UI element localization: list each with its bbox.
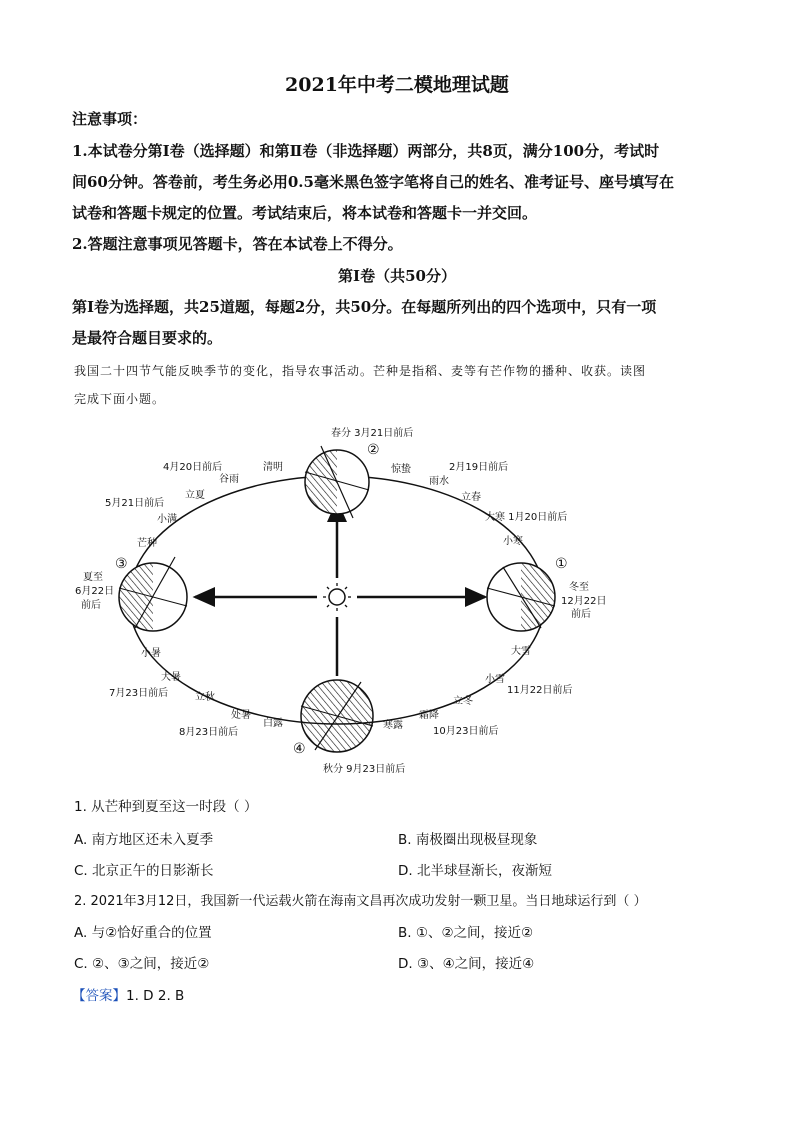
earth-1-number: ① bbox=[555, 556, 568, 572]
term-dahan: 大寒 1月20日前后 bbox=[485, 512, 568, 523]
page-title: 2021年中考二模地理试题 bbox=[285, 74, 509, 96]
winter-solstice-label-3: 前后 bbox=[571, 609, 591, 620]
winter-solstice-label-2: 12月22日 bbox=[561, 596, 607, 607]
notice-line-4: 2.答题注意事项见答题卡，答在本试卷上不得分。 bbox=[72, 235, 403, 253]
notice-line-1: 1.本试卷分第Ⅰ卷（选择题）和第Ⅱ卷（非选择题）两部分，共8页，满分100分，考试时 bbox=[72, 142, 660, 160]
term-feb19: 2月19日前后 bbox=[449, 462, 509, 473]
earth-summer-solstice bbox=[119, 557, 187, 631]
intro-line-2: 完成下面小题。 bbox=[74, 392, 166, 406]
earth-spring-equinox bbox=[305, 446, 369, 518]
term-xiaohan: 小寒 bbox=[503, 536, 523, 547]
term-lidong: 立冬 bbox=[453, 696, 473, 707]
summer-solstice-label-2: 6月22日 bbox=[75, 586, 115, 597]
term-may21: 5月21日前后 bbox=[105, 498, 165, 509]
term-jingzhe: 惊蛰 bbox=[391, 464, 411, 475]
q1-stem: 1. 从芒种到夏至这一时段（ ） bbox=[74, 799, 258, 815]
q1-option-c[interactable]: C. 北京正午的日影渐长 bbox=[74, 863, 214, 879]
earth-orbit-diagram bbox=[75, 420, 615, 780]
term-lichun: 立春 bbox=[461, 492, 481, 503]
autumn-equinox-label: 秋分 9月23日前后 bbox=[323, 764, 406, 775]
term-guyu: 谷雨 bbox=[219, 474, 239, 485]
q2-option-a[interactable]: A. 与②恰好重合的位置 bbox=[74, 925, 212, 941]
winter-solstice-label-1: 冬至 bbox=[569, 582, 589, 593]
notice-line-3: 试卷和答题卡规定的位置。考试结束后，将本试卷和答题卡一并交回。 bbox=[72, 204, 538, 222]
term-liqiu: 立秋 bbox=[195, 692, 215, 703]
notice-heading: 注意事项： bbox=[72, 110, 148, 128]
section-title: 第Ⅰ卷（共50分） bbox=[338, 267, 456, 285]
term-chushu: 处暑 bbox=[231, 710, 251, 721]
q2-option-d[interactable]: D. ③、④之间，接近④ bbox=[398, 956, 535, 972]
term-aug23: 8月23日前后 bbox=[179, 727, 239, 738]
term-xiaoman: 小满 bbox=[157, 514, 177, 525]
q2-option-c[interactable]: C. ②、③之间，接近② bbox=[74, 956, 210, 972]
term-jul23: 7月23日前后 bbox=[109, 688, 169, 699]
term-xiaoshu: 小暑 bbox=[141, 648, 161, 659]
term-yushui: 雨水 bbox=[429, 476, 449, 487]
term-oct23: 10月23日前后 bbox=[433, 726, 499, 737]
earth-winter-solstice bbox=[487, 563, 555, 631]
earth-autumn-equinox bbox=[301, 680, 373, 752]
answer-text: 1. D 2. B bbox=[126, 988, 185, 1004]
earth-3-number: ③ bbox=[115, 556, 128, 572]
q1-option-a[interactable]: A. 南方地区还未入夏季 bbox=[74, 832, 214, 848]
term-nov22: 11月22日前后 bbox=[507, 685, 573, 696]
term-hanlu: 寒露 bbox=[383, 720, 403, 731]
term-shuangjiang: 霜降 bbox=[419, 710, 439, 721]
summer-solstice-label-3: 前后 bbox=[81, 600, 101, 611]
term-qingming: 清明 bbox=[263, 462, 283, 473]
q2-stem: 2. 2021年3月12日，我国新一代运载火箭在海南文昌再次成功发射一颗卫星。当日地球运行到（ ） bbox=[74, 894, 647, 909]
spring-equinox-label: 春分 3月21日前后 bbox=[331, 428, 414, 439]
section-desc-2: 是最符合题目要求的。 bbox=[72, 329, 223, 347]
section-desc-1: 第Ⅰ卷为选择题，共25道题，每题2分，共50分。在每题所列出的四个选项中，只有一项 bbox=[72, 298, 657, 316]
term-bailu: 白露 bbox=[263, 718, 283, 729]
notice-line-2: 间60分钟。答卷前，考生务必用0.5毫米黑色签字笔将自己的姓名、准考证号、座号填写在 bbox=[72, 173, 674, 191]
term-lixia: 立夏 bbox=[185, 490, 205, 501]
term-daxue: 大雪 bbox=[511, 646, 531, 657]
earth-4-number: ④ bbox=[293, 741, 306, 757]
answer-label: 【答案】 bbox=[72, 988, 126, 1004]
q1-option-d[interactable]: D. 北半球昼渐长，夜渐短 bbox=[398, 863, 552, 879]
summer-solstice-label-1: 夏至 bbox=[83, 572, 103, 583]
intro-line-1: 我国二十四节气能反映季节的变化，指导农事活动。芒种是指稻、麦等有芒作物的播种、收获。读图 bbox=[74, 364, 647, 378]
q1-option-b[interactable]: B. 南极圈出现极昼现象 bbox=[398, 832, 538, 848]
answer-line bbox=[72, 984, 184, 1004]
sun-icon bbox=[323, 583, 351, 611]
term-mangzhong: 芒种 bbox=[137, 538, 157, 549]
q2-option-b[interactable]: B. ①、②之间，接近② bbox=[398, 925, 534, 941]
term-dashu: 大暑 bbox=[161, 672, 181, 683]
earth-2-number: ② bbox=[367, 442, 380, 458]
term-xiaoxue: 小雪 bbox=[485, 674, 505, 685]
term-apr20: 4月20日前后 bbox=[163, 462, 223, 473]
